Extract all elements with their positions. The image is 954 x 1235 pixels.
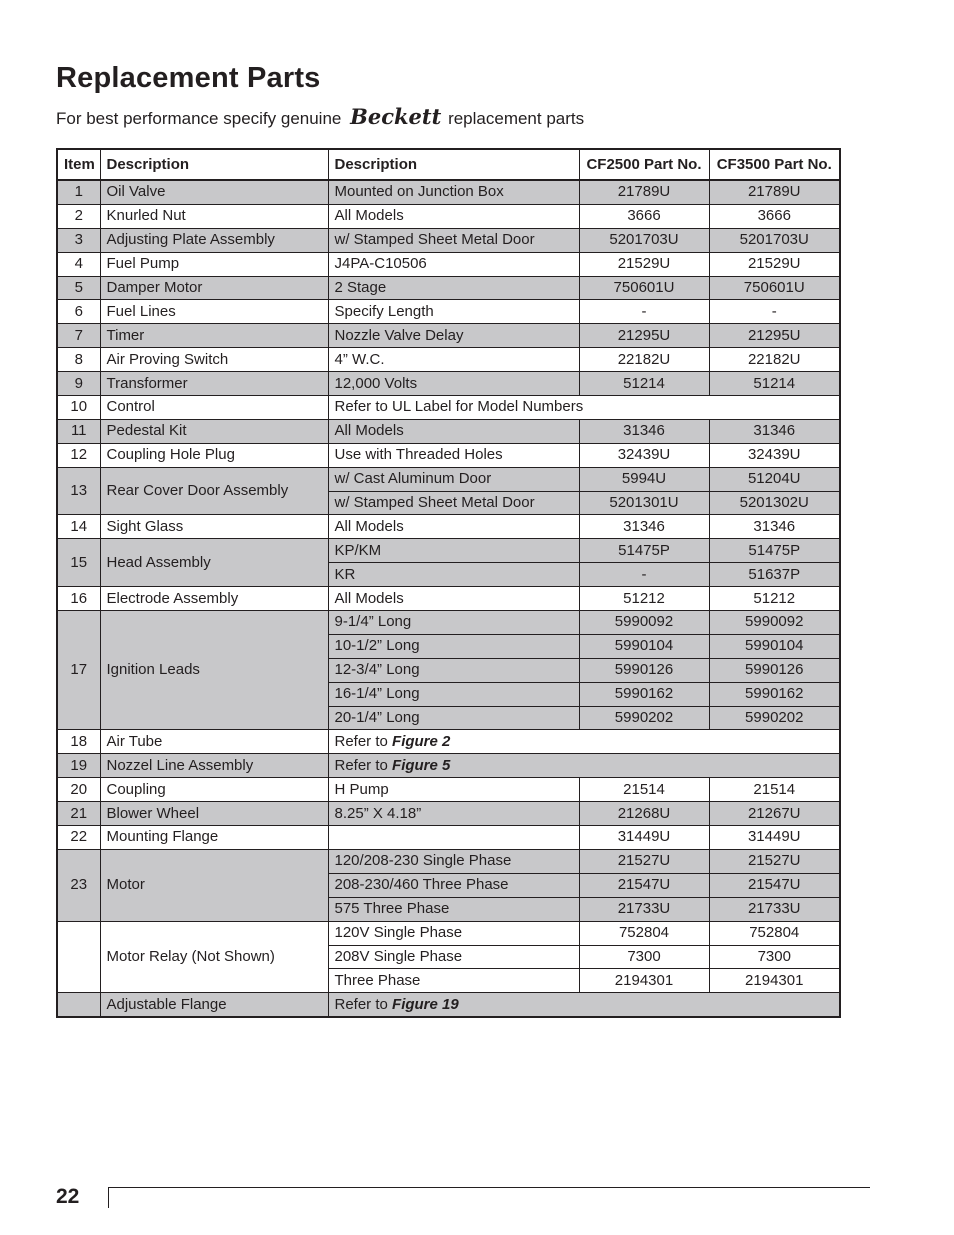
cf2500-part-number: 5994U <box>579 467 709 491</box>
part-description: 208V Single Phase <box>328 945 579 969</box>
part-name: Motor Relay (Not Shown) <box>100 921 328 993</box>
part-name: Air Tube <box>100 730 328 754</box>
cf3500-part-number: 3666 <box>709 204 840 228</box>
cf2500-part-number: 51212 <box>579 587 709 611</box>
cf2500-part-number: - <box>579 300 709 324</box>
part-description <box>328 754 840 778</box>
part-description: w/ Cast Aluminum Door <box>328 467 579 491</box>
part-description: 12-3/4” Long <box>328 658 579 682</box>
part-name: Timer <box>100 324 328 348</box>
part-description: Refer to UL Label for Model Numbers <box>328 396 840 420</box>
cf2500-part-number: 3666 <box>579 204 709 228</box>
item-number: 17 <box>57 611 100 730</box>
cf2500-part-number: 31346 <box>579 419 709 443</box>
item-number: 15 <box>57 539 100 587</box>
part-name: Damper Motor <box>100 276 328 300</box>
cf3500-part-number: 51637P <box>709 563 840 587</box>
table-row <box>57 754 840 778</box>
table-row <box>57 324 840 348</box>
refer-to-text: Refer to <box>334 756 388 774</box>
part-description: Use with Threaded Holes <box>328 443 579 467</box>
part-description: 575 Three Phase <box>328 897 579 921</box>
part-description: All Models <box>328 515 579 539</box>
table-header-row <box>57 149 840 180</box>
cf3500-part-number: 5990092 <box>709 611 840 635</box>
cf3500-part-number: 5201703U <box>709 228 840 252</box>
cf3500-part-number: 21789U <box>709 180 840 204</box>
cf3500-part-number: 51214 <box>709 372 840 396</box>
cf3500-part-number: 31449U <box>709 826 840 850</box>
part-description: Specify Length <box>328 300 579 324</box>
item-number: 23 <box>57 849 100 921</box>
cf3500-part-number: 32439U <box>709 443 840 467</box>
item-number: 2 <box>57 204 100 228</box>
cf3500-part-number: 2194301 <box>709 969 840 993</box>
cf2500-part-number: 5201703U <box>579 228 709 252</box>
part-name: Coupling Hole Plug <box>100 443 328 467</box>
page-number: 22 <box>56 1185 80 1208</box>
part-description: 120/208-230 Single Phase <box>328 849 579 873</box>
cf2500-part-number: 21295U <box>579 324 709 348</box>
part-description: 10-1/2” Long <box>328 634 579 658</box>
figure-reference: Figure 5 <box>392 756 451 774</box>
table-row <box>57 515 840 539</box>
part-description: All Models <box>328 587 579 611</box>
cf3500-part-number: 21527U <box>709 849 840 873</box>
subtitle-text-after: replacement parts <box>448 109 585 128</box>
part-description: 20-1/4” Long <box>328 706 579 730</box>
part-name: Mounting Flange <box>100 826 328 850</box>
item-number: 16 <box>57 587 100 611</box>
table-row <box>57 611 840 635</box>
header-cf3500-part-no: CF3500 Part No. <box>709 149 840 180</box>
cf2500-part-number: 2194301 <box>579 969 709 993</box>
cf2500-part-number: 5990104 <box>579 634 709 658</box>
table-row <box>57 252 840 276</box>
part-name: Adjustable Flange <box>100 993 328 1017</box>
table-row <box>57 348 840 372</box>
part-description: All Models <box>328 204 579 228</box>
part-description: 16-1/4” Long <box>328 682 579 706</box>
cf2500-part-number: - <box>579 563 709 587</box>
table-row <box>57 826 840 850</box>
item-number: 21 <box>57 802 100 826</box>
item-number: 12 <box>57 443 100 467</box>
part-description: H Pump <box>328 778 579 802</box>
cf3500-part-number: 752804 <box>709 921 840 945</box>
table-row <box>57 228 840 252</box>
table-row <box>57 849 840 873</box>
item-number: 18 <box>57 730 100 754</box>
header-description: Description <box>328 149 579 180</box>
item-number <box>57 921 100 993</box>
cf3500-part-number: 21267U <box>709 802 840 826</box>
item-number: 5 <box>57 276 100 300</box>
part-description: KR <box>328 563 579 587</box>
part-description: J4PA-C10506 <box>328 252 579 276</box>
cf3500-part-number: 21529U <box>709 252 840 276</box>
figure-reference: Figure 2 <box>392 732 451 750</box>
cf3500-part-number: 21514 <box>709 778 840 802</box>
item-number: 20 <box>57 778 100 802</box>
cf2500-part-number: 5990126 <box>579 658 709 682</box>
table-row <box>57 204 840 228</box>
cf2500-part-number: 21547U <box>579 873 709 897</box>
part-description: Nozzle Valve Delay <box>328 324 579 348</box>
part-description: 9-1/4” Long <box>328 611 579 635</box>
part-name: Ignition Leads <box>100 611 328 730</box>
cf3500-part-number: 21295U <box>709 324 840 348</box>
part-name: Pedestal Kit <box>100 419 328 443</box>
cf2500-part-number: 752804 <box>579 921 709 945</box>
footer-rule <box>108 1187 870 1188</box>
part-name: Air Proving Switch <box>100 348 328 372</box>
cf2500-part-number: 31346 <box>579 515 709 539</box>
part-name: Motor <box>100 849 328 921</box>
brand-logo-text: Beckett <box>350 104 442 129</box>
cf2500-part-number: 21529U <box>579 252 709 276</box>
part-description: 8.25” X 4.18” <box>328 802 579 826</box>
item-number: 9 <box>57 372 100 396</box>
item-number: 13 <box>57 467 100 515</box>
part-description: KP/KM <box>328 539 579 563</box>
cf3500-part-number: 21547U <box>709 873 840 897</box>
table-row <box>57 587 840 611</box>
item-number: 14 <box>57 515 100 539</box>
cf2500-part-number: 51214 <box>579 372 709 396</box>
replacement-parts-table <box>56 148 841 1018</box>
part-description: 2 Stage <box>328 276 579 300</box>
part-name: Sight Glass <box>100 515 328 539</box>
subtitle-text-before: For best performance specify genuine <box>56 109 342 128</box>
table-row <box>57 778 840 802</box>
cf3500-part-number: 31346 <box>709 419 840 443</box>
item-number: 10 <box>57 396 100 420</box>
cf2500-part-number: 21268U <box>579 802 709 826</box>
item-number: 8 <box>57 348 100 372</box>
cf2500-part-number: 21514 <box>579 778 709 802</box>
refer-to-text: Refer to <box>334 995 388 1013</box>
cf3500-part-number: 750601U <box>709 276 840 300</box>
table-row <box>57 276 840 300</box>
part-description: 12,000 Volts <box>328 372 579 396</box>
item-number: 11 <box>57 419 100 443</box>
cf2500-part-number: 22182U <box>579 348 709 372</box>
cf2500-part-number: 21789U <box>579 180 709 204</box>
cf2500-part-number: 21733U <box>579 897 709 921</box>
cf3500-part-number: 5990202 <box>709 706 840 730</box>
part-description <box>328 993 840 1017</box>
cf2500-part-number: 21527U <box>579 849 709 873</box>
table-row <box>57 396 840 420</box>
part-description: 120V Single Phase <box>328 921 579 945</box>
cf3500-part-number: 51475P <box>709 539 840 563</box>
part-description: w/ Stamped Sheet Metal Door <box>328 228 579 252</box>
part-name: Adjusting Plate Assembly <box>100 228 328 252</box>
cf3500-part-number: 5990162 <box>709 682 840 706</box>
table-row <box>57 372 840 396</box>
cf2500-part-number: 5990202 <box>579 706 709 730</box>
table-row <box>57 921 840 945</box>
cf2500-part-number: 31449U <box>579 826 709 850</box>
table-row <box>57 802 840 826</box>
table-row <box>57 443 840 467</box>
page-subtitle <box>56 104 584 129</box>
cf3500-part-number: 51204U <box>709 467 840 491</box>
part-description: Three Phase <box>328 969 579 993</box>
footer-divider-vertical <box>108 1188 109 1208</box>
header-cf2500-part-no: CF2500 Part No. <box>579 149 709 180</box>
part-description <box>328 730 840 754</box>
part-name: Coupling <box>100 778 328 802</box>
item-number: 22 <box>57 826 100 850</box>
table-row <box>57 539 840 563</box>
table-row <box>57 180 840 204</box>
cf2500-part-number: 51475P <box>579 539 709 563</box>
part-description: All Models <box>328 419 579 443</box>
cf2500-part-number: 5990162 <box>579 682 709 706</box>
cf2500-part-number: 7300 <box>579 945 709 969</box>
cf3500-part-number: 31346 <box>709 515 840 539</box>
part-name: Head Assembly <box>100 539 328 587</box>
part-name: Nozzel Line Assembly <box>100 754 328 778</box>
cf2500-part-number: 32439U <box>579 443 709 467</box>
item-number: 6 <box>57 300 100 324</box>
cf3500-part-number: 5990104 <box>709 634 840 658</box>
part-description: w/ Stamped Sheet Metal Door <box>328 491 579 515</box>
part-description: 4” W.C. <box>328 348 579 372</box>
part-name: Electrode Assembly <box>100 587 328 611</box>
part-name: Transformer <box>100 372 328 396</box>
item-number: 1 <box>57 180 100 204</box>
cf3500-part-number: - <box>709 300 840 324</box>
table-row <box>57 300 840 324</box>
table-row <box>57 730 840 754</box>
cf3500-part-number: 5990126 <box>709 658 840 682</box>
table-row <box>57 993 840 1017</box>
part-name: Blower Wheel <box>100 802 328 826</box>
part-description: 208-230/460 Three Phase <box>328 873 579 897</box>
cf3500-part-number: 22182U <box>709 348 840 372</box>
cf3500-part-number: 7300 <box>709 945 840 969</box>
item-number: 4 <box>57 252 100 276</box>
part-name: Rear Cover Door Assembly <box>100 467 328 515</box>
item-number: 19 <box>57 754 100 778</box>
item-number <box>57 993 100 1017</box>
part-name: Fuel Pump <box>100 252 328 276</box>
table-row <box>57 419 840 443</box>
cf2500-part-number: 5990092 <box>579 611 709 635</box>
part-description: Mounted on Junction Box <box>328 180 579 204</box>
figure-reference: Figure 19 <box>392 995 459 1013</box>
item-number: 3 <box>57 228 100 252</box>
header-part-description: Description <box>100 149 328 180</box>
cf2500-part-number: 750601U <box>579 276 709 300</box>
header-item: Item <box>57 149 100 180</box>
cf3500-part-number: 21733U <box>709 897 840 921</box>
part-name: Fuel Lines <box>100 300 328 324</box>
cf2500-part-number: 5201301U <box>579 491 709 515</box>
part-name: Control <box>100 396 328 420</box>
cf3500-part-number: 51212 <box>709 587 840 611</box>
item-number: 7 <box>57 324 100 348</box>
table-row <box>57 467 840 491</box>
part-description <box>328 826 579 850</box>
cf3500-part-number: 5201302U <box>709 491 840 515</box>
page-title: Replacement Parts <box>56 62 321 94</box>
part-name: Oil Valve <box>100 180 328 204</box>
part-name: Knurled Nut <box>100 204 328 228</box>
refer-to-text: Refer to <box>334 732 388 750</box>
